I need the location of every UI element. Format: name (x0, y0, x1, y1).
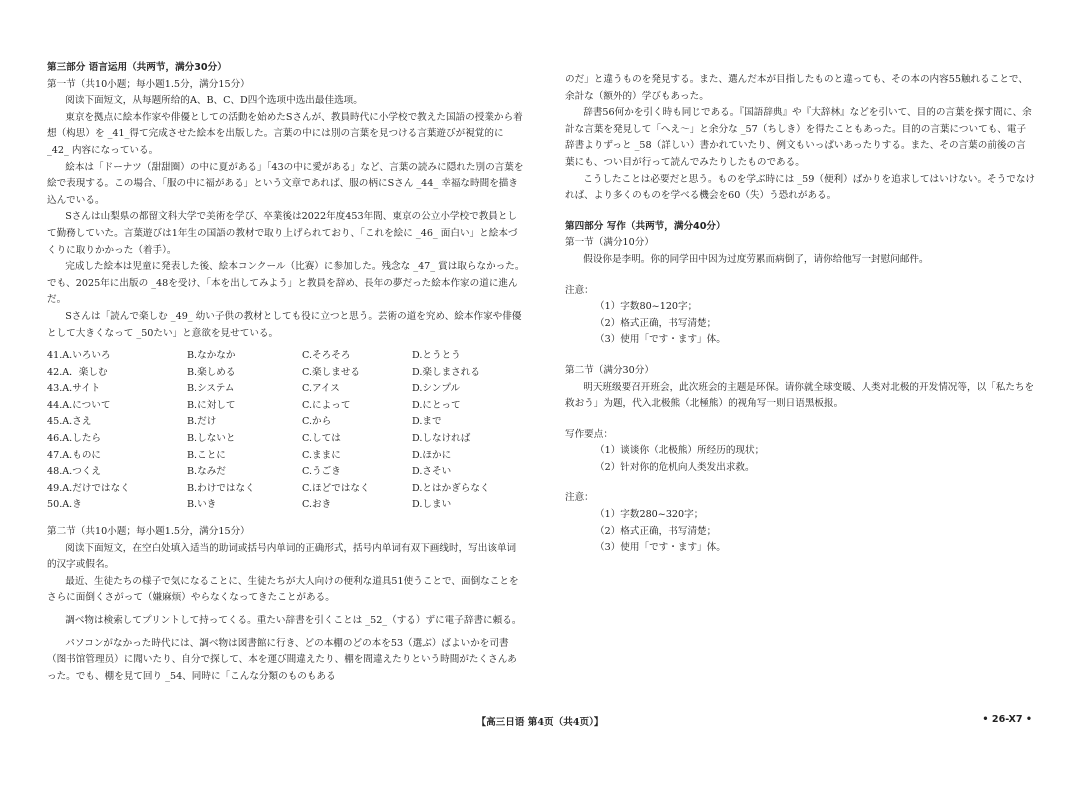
writing1-heading: 第一节（满分10分） (565, 237, 654, 249)
point-item: （2）针对你的危机向人类发出求救。 (595, 461, 755, 473)
passage1-paragraph: 絵本は「ドーナツ（甜甜圈）の中に夏がある」「43の中に愛がある」など、言葉の読みに隠れた別の言葉を絵で表現する。この場合、「服の中に福がある」という文章であれば、服の柄にSさん _44_ 幸福な時間を描き込んでいる。 (47, 161, 524, 206)
option: C.楽しませる (302, 366, 361, 378)
passage1-paragraph: 東京を拠点に絵本作家や俳優としての活動を始めたSさんが、教員時代に小学校で教えた国語の授業から着想（构思）を _41_得て完成させた絵本を出版した。言葉の中には別の言葉を見つける言葉遊びが視覚的に _42_ 内容になっている。 (47, 111, 523, 156)
option: 48.A.つくえ (47, 466, 102, 478)
option: C.うごき (302, 466, 341, 478)
passage2-paragraph: パソコンがなかった時代には、調べ物は図書館に行き、どの本棚のどの本を53（選ぶ）ばよいかを司書（图书馆管理员）に聞いたり、自分で探して、本を運び間違えたり、棚を間違えたりという時間がたくさんあった。でも、棚を見て回り _54、同時に「こんな分類のものもある (47, 637, 517, 682)
note-item: （1）字数280~320字； (595, 509, 704, 521)
option: B.だけ (187, 416, 217, 428)
part3-title: 第三部分 语言运用（共两节，满分30分） (47, 62, 227, 73)
passage2-paragraph: のだ」と違うものを発見する。また、選んだ本が目指したものと違っても、その本の内容55触れることで、余計な（额外的）学びもあった。 (565, 74, 1028, 102)
option: B.に対して (187, 399, 236, 411)
passage2-paragraph: こうしたことは必要だと思う。ものを学ぶ時には _59（便利）ばかりを追求してはいけない。そうでなければ、より多くのものを学べる機会を60（失）う恐れがある。 (565, 173, 1036, 202)
option-row (47, 365, 525, 382)
option-row (47, 464, 525, 481)
passage1-paragraph: Sさんは山梨県の都留文科大学で美術を学び、卒業後は2022年度453年間、東京の公立小学校で教員として勤務していた。言葉遊びは1年生の国語の教材で取り上げられており、「これを絵に _46_ 面白い」と絵本づくりに取りかかった（着手）。 (47, 211, 518, 256)
option-row (47, 414, 525, 431)
note-item: （2）格式正确，书写清楚； (595, 317, 717, 329)
section2-heading: 第二节（共10小题；每小题1.5分，满分15分） (47, 526, 250, 538)
passage2-paragraph: 最近、生徒たちの様子で気になることに、生徒たちが大人向けの便利な道具51使うことで、面倒なことをさらに面倒くさがって（嫌麻烦）やらなくなってきたことがある。 (47, 575, 519, 604)
option: C.ほどではなく (302, 482, 370, 494)
option-row (47, 398, 525, 415)
note-item: （1）字数80~120字； (595, 301, 698, 313)
points-label: 写作要点： (565, 428, 613, 440)
note-item: （3）使用「です・ます」体。 (595, 542, 726, 554)
options-table (47, 348, 525, 514)
part4-title: 第四部分 写作（共两节，满分40分） (565, 220, 726, 232)
option-row (47, 348, 525, 365)
option: B.楽しめる (187, 366, 236, 378)
option: D.ほかに (412, 449, 452, 461)
page-label: 【高三日语 第4页（共4页）】 (476, 717, 604, 728)
option-row (47, 448, 525, 465)
option: 43.A.サイト (47, 383, 101, 395)
option: 42.A．楽しむ (47, 366, 108, 378)
option: 50.A.き (47, 499, 82, 511)
option: 44.A.について (47, 399, 111, 411)
option: B.なかなか (187, 350, 236, 362)
option: D.とはかぎらなく (412, 482, 490, 494)
point-item: （1）谈谈你（北极熊）所经历的现状； (595, 445, 765, 457)
option: B.いき (187, 499, 217, 511)
note-item: （3）使用「です・ます」体。 (595, 334, 726, 346)
option: D.シンプル (412, 383, 461, 395)
section2-instruction: 阅读下面短文，在空白处填入适当的助词或括号内单词的正确形式，括号内单词有双下画线时，写出该单词的汉字或假名。 (47, 542, 517, 571)
option: D.さそい (412, 466, 452, 478)
option: C.によって (302, 399, 351, 411)
option: B.システム (187, 383, 235, 395)
option: B.なみだ (187, 466, 226, 478)
option: D.しまい (412, 499, 452, 511)
left-column (47, 60, 525, 685)
right-column (565, 72, 1035, 557)
option: 45.A.さえ (47, 416, 92, 428)
writing2-heading: 第二节（满分30分） (565, 364, 654, 376)
option: C.そろそろ (302, 350, 351, 362)
writing2-prompt: 明天班级要召开班会，此次班会的主题是环保。请你就全球变暖、人类对北极的开发情况等，以「私たちを救おう」为题，代入北极熊（北極熊）的视角写一则日语黑板报。 (565, 381, 1035, 410)
exam-code: • 26-X7 • (982, 714, 1032, 725)
option: C.ままに (302, 449, 341, 461)
option: C.から (302, 416, 332, 428)
option: D.楽しまされる (412, 366, 480, 378)
passage1-paragraph: Sさんは「読んで楽しむ _49_ 幼い子供の教材としても役に立つと思う。芸術の道を究め、絵本作家や俳優として大きくなって _50たい」と意欲を見せている。 (47, 310, 522, 339)
option: D.とうとう (412, 350, 461, 362)
passage2-paragraph: 調べ物は検索してプリントして持ってくる。重たい辞書を引くことは _52_（する）ずに電子辞書に頼る。 (65, 615, 522, 626)
option: 49.A.だけではなく (47, 482, 130, 494)
option: 47.A.ものに (47, 449, 102, 461)
option: C.しては (302, 433, 341, 445)
passage2-paragraph: 辞書56何かを引く時も同じである。『国語辞典』や『大辞林』などを引いて、目的の言葉を探す間に、余計な言葉を発見して「へえ～」と余分な _57（ちしき）を得たこともあった。目的の言葉についても、電子辞書よりずっと _58（詳しい）書かれていたり、例文もいっぱいあったりする。また、その言葉の前後の言葉にも、つい目が行って読んでみたりしたものである。 (565, 107, 1032, 168)
writing1-prompt: 假设你是李明。你的同学田中因为过度劳累而病倒了，请你给他写一封慰问邮件。 (583, 253, 929, 265)
option-row (47, 381, 525, 398)
note-label: 注意： (565, 284, 594, 296)
option: 46.A.したら (47, 433, 102, 445)
option: 41.A.いろいろ (47, 350, 111, 362)
option-row (47, 481, 525, 498)
section1-instruction: 阅读下面短文，从每题所给的A、B、C、D四个选项中选出最佳选项。 (65, 95, 363, 107)
section1-heading: 第一节（共10小题；每小题1.5分，满分15分） (47, 78, 250, 90)
option: C.アイス (302, 383, 340, 395)
option-row (47, 497, 525, 514)
passage1-paragraph: 完成した絵本は児童に発表した後、絵本コンクール（比赛）に参加した。残念な _47_ 賞は取らなかった。でも、2025年に出版の _48を受け、「本を出してみよう」と教員を辞め、長年の夢だった絵本作家の道に進んだ。 (47, 261, 525, 306)
option: B.ことに (187, 449, 226, 461)
option: C.おき (302, 499, 332, 511)
note-item: （2）格式正确，书写清楚； (595, 525, 717, 537)
note-label: 注意： (565, 492, 594, 504)
option-row (47, 431, 525, 448)
option: D.まで (412, 416, 442, 428)
option: D.しなければ (412, 433, 471, 445)
option: B.わけではなく (187, 482, 255, 494)
option: B.しないと (187, 433, 236, 445)
option: D.にとって (412, 399, 461, 411)
